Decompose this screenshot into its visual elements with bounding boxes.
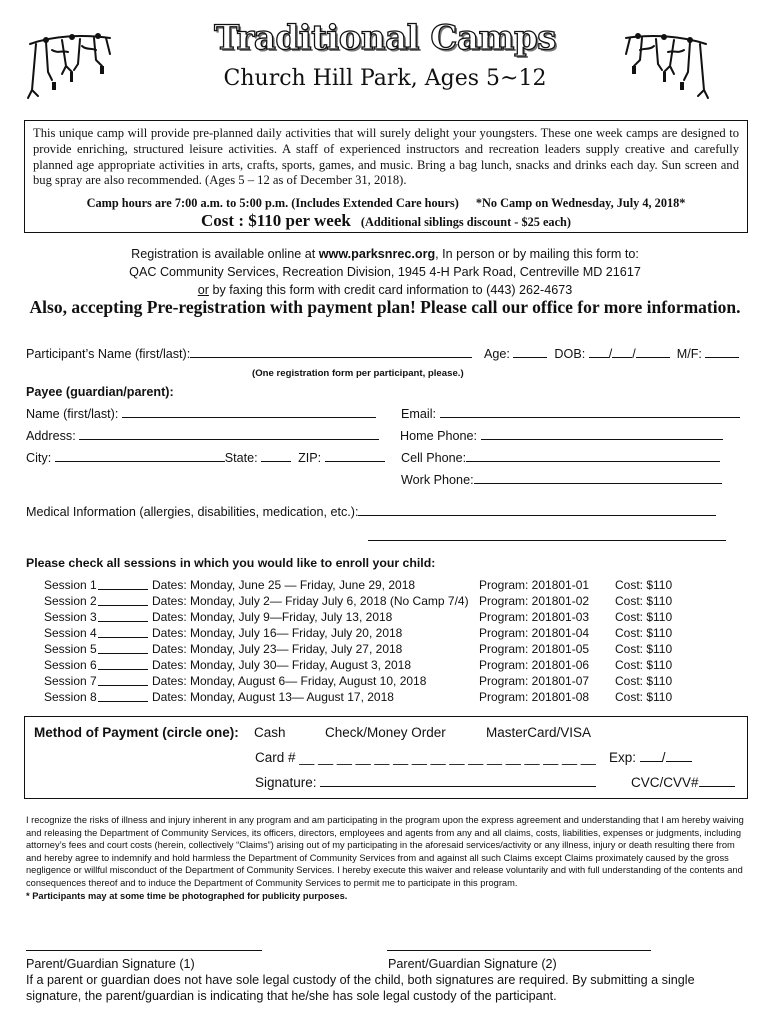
payment-box <box>24 716 748 799</box>
payment-option-card[interactable]: MasterCard/VISA <box>486 725 592 740</box>
exp-year-field[interactable] <box>666 751 692 762</box>
age-field[interactable] <box>513 347 547 358</box>
session-check-field[interactable] <box>98 610 148 622</box>
city-field[interactable] <box>55 451 225 462</box>
payee-heading: Payee (guardian/parent): <box>26 385 174 399</box>
pre-registration-note: Also, accepting Pre-registration with payment plan! Please call our office for more information. <box>29 297 741 317</box>
form-subtitle: Church Hill Park, Ages 5~12 <box>223 66 547 91</box>
address-field[interactable] <box>79 429 379 440</box>
card-number-row: Card # __ __ __ __ __ __ __ __ __ __ __ __ __ __ __ __ <box>255 750 596 765</box>
session-check-field[interactable] <box>98 690 148 702</box>
state-field[interactable] <box>261 451 291 462</box>
sibling-discount: (Additional siblings discount - $25 each) <box>360 215 571 229</box>
payee-name-row: Name (first/last): <box>26 407 376 421</box>
guardian-signature-2-label: Parent/Guardian Signature (2) <box>388 957 557 971</box>
dob-day-field[interactable] <box>612 347 632 358</box>
waiver-text: I recognize the risks of illness and injury inherent in any program and am participating in the program upon the express agreement and understanding that I am hereby waiving and releasing the Department of Community Services, its officers, directors, employees and agents from any and all claims, costs, liabilities, expenses or judgments, including attorney’s fees and court costs (herein, collectively “Claims”) arising out of my participating in the aforesaid services/activity or any illness, injury or death resulting there from and hereby agree to indemnify and hold harmless the Department of Community Services from and against all such Claims except Claims proximately caused by the gross negligence or willful misconduct of the Department of Community Services. I hereby execute this waiver and release voluntarily and with full understanding of the contents and consequences thereof and to induce the Department of Community Services to permit me to participate in this program. <box>26 815 744 888</box>
liability-waiver <box>26 814 748 902</box>
guardian-signature-1-field[interactable] <box>26 950 262 951</box>
medical-info-field[interactable] <box>358 505 716 516</box>
registration-fax: or by faxing this form with credit card information to (443) 262-4673 <box>197 283 573 297</box>
form-title: Traditional Camps <box>214 18 556 58</box>
cvc-field[interactable] <box>699 776 735 787</box>
photo-publicity-note: * Participants may at some time be photographed for publicity purposes. <box>26 890 348 901</box>
one-form-note: (One registration form per participant, please.) <box>252 368 464 379</box>
medical-info-row: Medical Information (allergies, disabilities, medication, etc.): <box>26 505 716 519</box>
home-phone-row: Home Phone: <box>400 429 723 443</box>
payee-name-field[interactable] <box>122 407 376 418</box>
payment-method-title: Method of Payment (circle one): <box>34 725 239 740</box>
email-row: Email: <box>401 407 740 421</box>
participant-name-row: Participant’s Name (first/last): <box>26 347 472 361</box>
cost-row <box>25 211 747 231</box>
email-field[interactable] <box>440 407 740 418</box>
dob-year-field[interactable] <box>636 347 670 358</box>
participant-name-field[interactable] <box>190 347 472 358</box>
sessions-heading: Please check all sessions in which you would like to enroll your child: <box>26 556 436 570</box>
cell-phone-field[interactable] <box>466 451 720 462</box>
medical-info-field-line-2[interactable] <box>368 530 726 541</box>
camp-hours: Camp hours are 7:00 a.m. to 5:00 p.m. (Includes Extended Care hours) <box>86 196 459 210</box>
work-phone-row: Work Phone: <box>401 473 722 487</box>
session-check-field[interactable] <box>98 626 148 638</box>
cell-phone-row: Cell Phone: <box>401 451 720 465</box>
expiration-row: Exp: / <box>609 750 692 765</box>
session-check-field[interactable] <box>98 658 148 670</box>
no-camp-note: *No Camp on Wednesday, July 4, 2018* <box>475 196 686 210</box>
camp-description-box <box>24 120 748 233</box>
card-signature-field[interactable] <box>320 776 596 787</box>
gender-field[interactable] <box>705 347 739 358</box>
address-row: Address: <box>26 429 379 443</box>
camp-description: This unique camp will provide pre-planned daily activities that will surely delight your youngsters. These one week camps are designed to provide enriching, structured leisure activities. A staff of experienced instructors and recreation leaders supply creative and carefully planned age appropriate activities in arts, crafts, sports, games, and music. Bring a bag lunch, snacks and drinks each day. Sun screen and bug spray are also recommended. (Ages 5 – 12 as of December 31, 2018). <box>33 126 739 188</box>
cvc-row: CVC/CVV# <box>631 775 735 790</box>
registration-address: QAC Community Services, Recreation Division, 1945 4-H Park Road, Centreville MD 21617 <box>129 265 641 279</box>
card-number-field[interactable]: __ __ __ __ __ __ __ __ __ __ __ __ __ __ __ __ <box>299 750 596 765</box>
session-check-field[interactable] <box>98 674 148 686</box>
camp-cost: Cost : $110 per week <box>201 211 351 230</box>
session-check-field[interactable] <box>98 578 148 590</box>
dob-month-field[interactable] <box>589 347 609 358</box>
custody-note: If a parent or guardian does not have sole legal custody of the child, both signatures are required. By submitting a single signature, the parent/guardian is indicating that he/she has sole legal custody of the participant. <box>26 973 695 1003</box>
session-check-field[interactable] <box>98 642 148 654</box>
work-phone-field[interactable] <box>474 473 722 484</box>
home-phone-field[interactable] <box>481 429 723 440</box>
zip-field[interactable] <box>325 451 385 462</box>
city-state-zip-row: City: State: ZIP: <box>26 451 385 465</box>
guardian-signature-1-label: Parent/Guardian Signature (1) <box>26 957 195 971</box>
payment-option-check[interactable]: Check/Money Order <box>325 725 446 740</box>
exp-month-field[interactable] <box>640 751 662 762</box>
card-signature-row: Signature: <box>255 775 596 790</box>
session-check-field[interactable] <box>98 594 148 606</box>
guardian-signature-2-field[interactable] <box>387 950 651 951</box>
website-link[interactable]: www.parksnrec.org <box>318 247 436 261</box>
camp-hours-row <box>25 196 747 211</box>
registration-line-1: Registration is available online at www.parksnrec.org, In person or by mailing this form to: <box>131 247 639 261</box>
participant-details-row: Age: DOB: / / M/F: <box>484 347 739 361</box>
payment-option-cash[interactable]: Cash <box>254 725 286 740</box>
